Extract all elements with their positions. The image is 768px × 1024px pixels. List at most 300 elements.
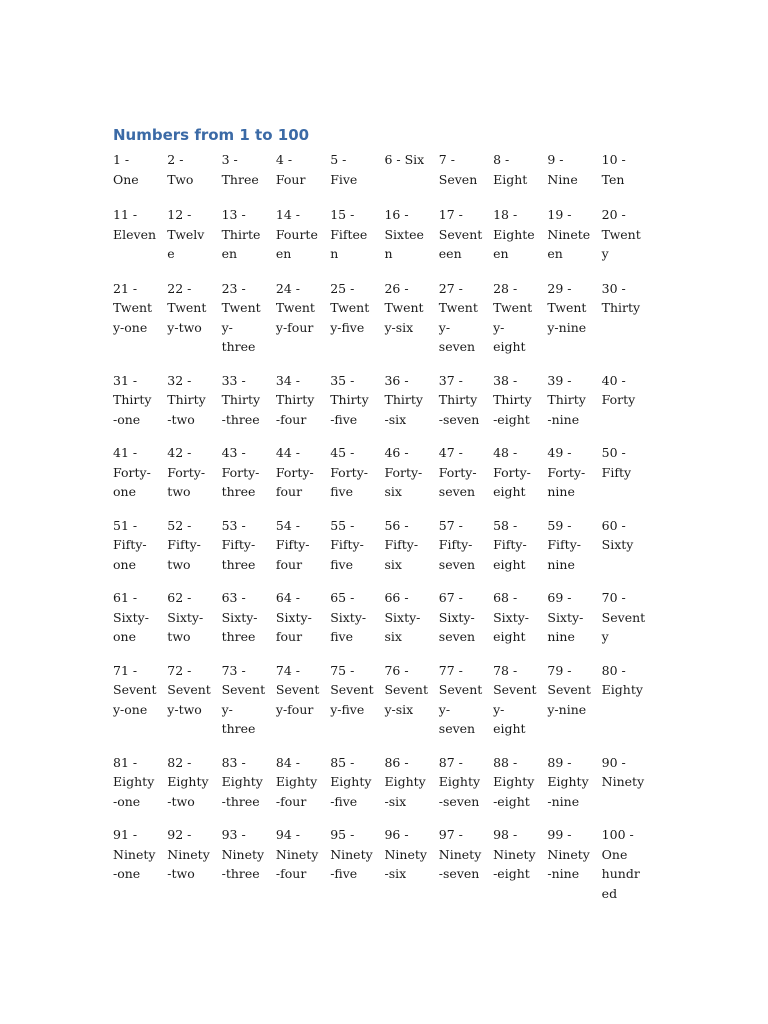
number-cell-line: Twent [384, 300, 424, 315]
number-cell-line: Thirty [547, 392, 586, 407]
number-cell-line: 72 - [167, 662, 192, 678]
number-cell-line: 6 - Six [384, 152, 425, 167]
number-cell [167, 588, 221, 647]
number-cell-line: Forty- [493, 464, 531, 480]
number-cell-line: n [330, 246, 339, 261]
number-cell [222, 205, 276, 264]
number-row [113, 588, 658, 647]
number-cell [167, 516, 221, 575]
number-cell-line: -eight [493, 793, 530, 809]
number-cell-line: 53 - [221, 517, 246, 533]
number-cell-line: Sevent [493, 682, 537, 697]
number-cell-line: y- [438, 701, 451, 717]
number-cell-line: Twent [547, 300, 587, 315]
number-cell-line: Sixty- [493, 609, 529, 625]
number-cell-line: 7 - [438, 152, 455, 167]
number-cell-line: 82 - [167, 754, 192, 770]
number-cell-line: 68 - [493, 590, 518, 605]
number-cell [167, 279, 221, 338]
number-cell-line: Sevent [547, 682, 591, 697]
number-cell-line: Sevent [275, 682, 320, 697]
number-cell-line: 76 - [384, 662, 409, 678]
number-cell-line: y- [221, 701, 233, 717]
number-cell-line: Thirty [275, 392, 315, 407]
number-cell-line: 12 - [167, 207, 192, 222]
number-cell-line: 73 - [221, 662, 246, 678]
number-cell-line: 60 - [601, 517, 626, 533]
number-cell-line: 41 - [113, 445, 138, 460]
number-cell-line: 85 - [330, 754, 355, 770]
number-cell-line: y-one [113, 701, 148, 717]
number-cell-line: seven [438, 629, 476, 644]
number-cell [222, 825, 276, 884]
number-cell-line: Forty- [384, 464, 423, 480]
number-cell-line: Fifty- [167, 537, 201, 552]
number-cell-line: Eighty [221, 774, 263, 789]
number-cell-line: 23 - [221, 280, 246, 296]
number-cell [167, 371, 221, 430]
number-cell [602, 661, 656, 700]
number-cell-line: 46 - [384, 445, 409, 460]
number-cell-line: Eighty [438, 774, 481, 789]
number-cell-line: Ninete [547, 226, 591, 242]
number-cell-line: Sixty- [167, 609, 204, 625]
number-cell-line: -eight [493, 411, 530, 427]
number-cell [167, 661, 221, 720]
number-cell-line: Forty- [330, 464, 368, 480]
number-cell-line: 67 - [438, 590, 463, 605]
number-cell-line: 65 - [330, 590, 355, 605]
number-cell-line: -one [113, 411, 141, 427]
number-cell [330, 150, 384, 189]
number-row [113, 661, 658, 739]
number-cell-line: 13 - [221, 207, 246, 222]
number-cell-line: Eighty [601, 682, 643, 697]
number-cell-line: 20 - [601, 207, 626, 222]
number-cell-line: en [275, 246, 292, 261]
number-cell-line: Thirty [113, 392, 152, 407]
number-cell-line: -four [275, 866, 307, 881]
number-cell-line: Fifty- [221, 537, 256, 552]
number-cell-line: Forty- [113, 464, 151, 480]
number-cell-line: Twent [601, 226, 641, 242]
number-cell-line: Thirty [221, 392, 261, 407]
number-cell [439, 205, 493, 264]
number-cell-line: Sixty- [547, 609, 584, 625]
number-cell [547, 371, 601, 430]
number-cell [276, 753, 330, 812]
number-cell-line: 58 - [493, 517, 518, 533]
number-cell [547, 150, 601, 189]
number-cell [384, 588, 438, 647]
number-cell-line: Sixty- [330, 609, 367, 625]
number-cell-line: 27 - [438, 280, 463, 296]
number-cell-line: eight [493, 629, 526, 644]
number-cell [167, 825, 221, 884]
number-cell [276, 661, 330, 720]
number-cell-line: 36 - [384, 372, 409, 388]
number-cell-line: y-two [167, 701, 202, 717]
number-cell-line: Sixty- [275, 609, 312, 625]
number-cell-line: Ninety [384, 846, 427, 862]
number-cell-line: 17 - [438, 207, 463, 222]
number-cell [167, 150, 221, 189]
number-cell-line: 31 - [113, 372, 138, 388]
number-cell-line: een [438, 246, 462, 261]
number-cell-line: 77 - [438, 662, 463, 678]
number-cell-line: -three [221, 793, 260, 809]
number-cell-line: -three [221, 411, 260, 427]
number-cell [167, 753, 221, 812]
number-cell-line: three [221, 721, 256, 736]
number-cell-line: -seven [438, 866, 480, 881]
number-cell [547, 661, 601, 720]
number-cell-line: Five [330, 171, 358, 187]
number-cell-line: Fifty- [384, 537, 419, 552]
number-cell-line: three [221, 629, 256, 644]
number-cell-line: Sevent [601, 609, 646, 625]
number-cell-line: Forty- [221, 464, 260, 480]
number-cell-line: y-five [330, 319, 365, 335]
number-cell [113, 825, 167, 884]
number-cell-line: Eighty [493, 774, 535, 789]
number-cell-line: Twent [221, 300, 261, 315]
number-cell-line: -nine [547, 793, 580, 809]
number-cell-line: eight [493, 721, 526, 736]
number-cell [493, 279, 547, 357]
number-cell-line: 56 - [384, 517, 409, 533]
number-cell [602, 371, 656, 410]
number-cell-line: -nine [547, 411, 580, 427]
number-cell-line: 2 - [167, 152, 184, 167]
number-cell-line: 33 - [221, 372, 246, 388]
number-cell-line: five [330, 556, 353, 572]
number-cell-line: Sixty- [384, 609, 421, 625]
number-cell-line: Ninety [438, 846, 482, 862]
number-cell-line: 28 - [493, 280, 518, 296]
number-cell [439, 443, 493, 502]
number-cell-line: three [221, 339, 256, 354]
number-cell [276, 825, 330, 884]
number-cell-line: 54 - [275, 517, 300, 533]
number-cell-line: 62 - [167, 590, 192, 605]
number-cell [330, 205, 384, 264]
number-cell-line: 3 - [221, 152, 238, 167]
number-cell-line: 30 - [601, 280, 626, 296]
number-row [113, 443, 658, 502]
number-cell-line: 21 - [113, 280, 138, 296]
number-cell [276, 371, 330, 430]
number-cell-line: Twent [275, 300, 315, 315]
number-cell [330, 279, 384, 338]
number-cell-line: four [275, 629, 303, 644]
number-cell-line: Ninety [547, 846, 590, 862]
number-cell-line: 89 - [547, 754, 572, 770]
number-cell-line: eight [493, 556, 526, 572]
number-cell-line: y- [493, 319, 505, 335]
number-cell-line: 93 - [221, 827, 246, 842]
number-cell-line: Thirty [493, 392, 532, 407]
number-cell-line: y- [221, 319, 233, 335]
number-cell-line: nine [547, 556, 575, 572]
number-cell-line: en [547, 246, 563, 261]
number-cell-line: nine [547, 484, 575, 499]
number-cell-line: en [493, 246, 509, 261]
number-cell-line: Sixtee [384, 226, 424, 242]
number-cell-line: 87 - [438, 754, 463, 770]
number-cell-line: 16 - [384, 207, 409, 222]
number-cell-line: -seven [438, 411, 480, 427]
number-cell-line: 90 - [601, 754, 626, 770]
number-cell [547, 753, 601, 812]
number-cell-line: hundr [601, 866, 640, 881]
number-cell [384, 279, 438, 338]
number-cell [113, 279, 167, 338]
number-cell [330, 443, 384, 502]
number-cell [493, 661, 547, 739]
number-cell-line: six [384, 484, 402, 499]
number-cell-line: y-six [384, 701, 414, 717]
number-cell-line: 79 - [547, 662, 572, 678]
number-row [113, 825, 658, 903]
number-cell [113, 661, 167, 720]
number-cell-line: 97 - [438, 827, 463, 842]
number-cell-line: 34 - [275, 372, 300, 388]
number-cell-line: 48 - [493, 445, 518, 460]
number-row [113, 371, 658, 430]
number-cell-line: nine [547, 629, 575, 644]
number-cell-line: Ninety [221, 846, 265, 862]
number-cell-line: six [384, 556, 402, 572]
number-cell-line: seven [438, 339, 476, 354]
number-cell-line: 64 - [275, 590, 300, 605]
number-cell-line: five [330, 629, 353, 644]
number-cell [384, 443, 438, 502]
number-cell-line: eight [493, 484, 526, 499]
number-cell-line: one [113, 556, 136, 572]
number-cell-line: 63 - [221, 590, 246, 605]
number-cell [384, 825, 438, 884]
number-cell [602, 279, 656, 318]
number-cell-line: -four [275, 411, 307, 427]
number-cell-line: 42 - [167, 445, 192, 460]
number-cell-line: y- [438, 319, 451, 335]
number-cell [547, 516, 601, 575]
number-cell-line: Fifty- [113, 537, 147, 552]
number-cell-line: 96 - [384, 827, 409, 842]
number-cell-line: 18 - [493, 207, 518, 222]
page-title: Numbers from 1 to 100 [113, 126, 310, 144]
number-cell-line: 15 - [330, 207, 355, 222]
number-cell [493, 588, 547, 647]
number-cell-line: Eight [493, 171, 528, 187]
number-cell-line: 40 - [601, 372, 626, 388]
number-row [113, 150, 658, 189]
number-cell-line: y-five [330, 701, 365, 717]
number-cell-line: Thirty [601, 300, 641, 315]
number-cell-line: Twent [438, 300, 478, 315]
number-cell-line: 29 - [547, 280, 572, 296]
number-cell-line: two [167, 484, 191, 499]
number-cell-line: 44 - [275, 445, 300, 460]
number-cell-line: -two [167, 866, 195, 881]
number-cell-line: 49 - [547, 445, 572, 460]
number-cell-line: four [275, 484, 303, 499]
number-cell [384, 661, 438, 720]
number-cell-line: Eighty [275, 774, 318, 789]
number-cell-line: Ninety [330, 846, 373, 862]
number-cell-line: 94 - [275, 827, 300, 842]
number-cell-line: e [167, 246, 175, 261]
number-cell-line: Ninety [493, 846, 536, 862]
number-cell [330, 588, 384, 647]
number-cell-line: seven [438, 721, 476, 736]
number-cell [276, 279, 330, 338]
number-row [113, 205, 658, 264]
number-cell-line: 55 - [330, 517, 355, 533]
number-cell [222, 516, 276, 575]
number-cell [113, 205, 167, 244]
number-cell-line: 88 - [493, 754, 518, 770]
number-cell-line: Eighty [547, 774, 589, 789]
number-cell-line: 11 - [113, 207, 138, 222]
number-cell-line: n [384, 246, 393, 261]
number-cell-line: Eighty [113, 774, 155, 789]
number-cell-line: -five [330, 411, 358, 427]
number-cell-line: 4 - [275, 152, 293, 167]
number-cell-line: 35 - [330, 372, 355, 388]
number-cell-line: 51 - [113, 517, 138, 533]
number-cell-line: 81 - [113, 754, 138, 770]
number-row [113, 516, 658, 575]
number-cell-line: y [601, 629, 609, 644]
number-cell-line: 61 - [113, 590, 138, 605]
number-cell-line: y- [493, 701, 505, 717]
number-cell-line: Four [275, 171, 306, 187]
number-cell-line: one [113, 484, 136, 499]
number-cell-line: -six [384, 866, 407, 881]
number-cell-line: Fifty [601, 464, 632, 480]
number-cell [493, 825, 547, 884]
number-cell-line: two [167, 629, 191, 644]
number-cell [493, 753, 547, 812]
number-cell-line: Ninety [275, 846, 319, 862]
number-cell [167, 205, 221, 264]
number-cell-line: Ninety [113, 846, 156, 862]
number-cell [330, 516, 384, 575]
number-cell-line: 25 - [330, 280, 355, 296]
number-cell-line: Fifty- [493, 537, 527, 552]
number-cell [222, 443, 276, 502]
number-cell [113, 516, 167, 575]
number-row [113, 279, 658, 357]
number-cell-line: -three [221, 866, 260, 881]
number-cell [493, 443, 547, 502]
number-cell-line: -eight [493, 866, 530, 881]
number-cell [113, 150, 167, 189]
number-cell [330, 753, 384, 812]
number-cell-line: 22 - [167, 280, 192, 296]
number-cell-line: 50 - [601, 445, 626, 460]
number-cell [222, 150, 276, 189]
number-cell [276, 150, 330, 189]
number-cell-line: y-nine [547, 701, 587, 717]
number-cell-line: y-four [275, 319, 314, 335]
number-cell-line: 38 - [493, 372, 518, 388]
number-cell [493, 150, 547, 189]
number-cell-line: 74 - [275, 662, 300, 678]
number-cell [602, 150, 656, 189]
number-cell [222, 661, 276, 739]
number-cell [493, 516, 547, 575]
number-cell-line: -two [167, 411, 195, 427]
number-cell-line: 71 - [113, 662, 138, 678]
number-cell-line: Sevent [221, 682, 266, 697]
number-cell-line: y-nine [547, 319, 587, 335]
number-cell-line: 10 - [601, 152, 626, 167]
number-cell-line: y-two [167, 319, 202, 335]
number-cell-line: Sixty [601, 537, 634, 552]
number-cell [602, 588, 656, 647]
number-cell-line: Sevent [167, 682, 211, 697]
number-cell-line: -one [113, 793, 141, 809]
number-cell-line: one [113, 629, 136, 644]
number-cell [113, 371, 167, 430]
number-cell-line: 83 - [221, 754, 246, 770]
number-cell-line: Thirty [167, 392, 206, 407]
number-cell-line: six [384, 629, 402, 644]
number-cell-line: 14 - [275, 207, 300, 222]
number-cell-line: 8 - [493, 152, 510, 167]
number-cell-line: Nine [547, 171, 578, 187]
number-cell [439, 279, 493, 357]
number-cell-line: -five [330, 793, 358, 809]
number-cell-line: Ninety [167, 846, 210, 862]
number-cell-line: y-four [275, 701, 314, 717]
number-cell [222, 753, 276, 812]
number-cell-line: Sixty- [438, 609, 475, 625]
number-cell [602, 753, 656, 792]
number-cell-line: Thirty [384, 392, 423, 407]
number-row [113, 753, 658, 812]
number-cell-line: en [221, 246, 238, 261]
number-cell [276, 443, 330, 502]
number-cell-line: 57 - [438, 517, 463, 533]
number-cell-line: Two [167, 171, 194, 187]
number-cell-line: y-six [384, 319, 414, 335]
number-cell [439, 825, 493, 884]
number-cell-line: Sevent [113, 682, 157, 697]
number-cell-line: 92 - [167, 827, 192, 842]
number-cell-line: Eighty [167, 774, 209, 789]
number-cell [276, 205, 330, 264]
number-cell-line: Eighte [493, 226, 535, 242]
number-cell-line: y [601, 246, 609, 261]
number-cell-line: ed [601, 885, 618, 901]
number-cell-line: -six [384, 411, 407, 427]
number-cell-line: Twelv [167, 226, 205, 242]
number-cell-line: 26 - [384, 280, 409, 296]
number-cell-line: 32 - [167, 372, 192, 388]
number-cell-line: -one [113, 866, 141, 881]
number-cell [330, 371, 384, 430]
number-cell [439, 516, 493, 575]
number-cell-line: Sevent [438, 226, 483, 242]
number-cell-line: seven [438, 556, 476, 572]
number-cell-line: Twent [167, 300, 207, 315]
number-cell [222, 588, 276, 647]
number-cell-line: Sevent [384, 682, 428, 697]
